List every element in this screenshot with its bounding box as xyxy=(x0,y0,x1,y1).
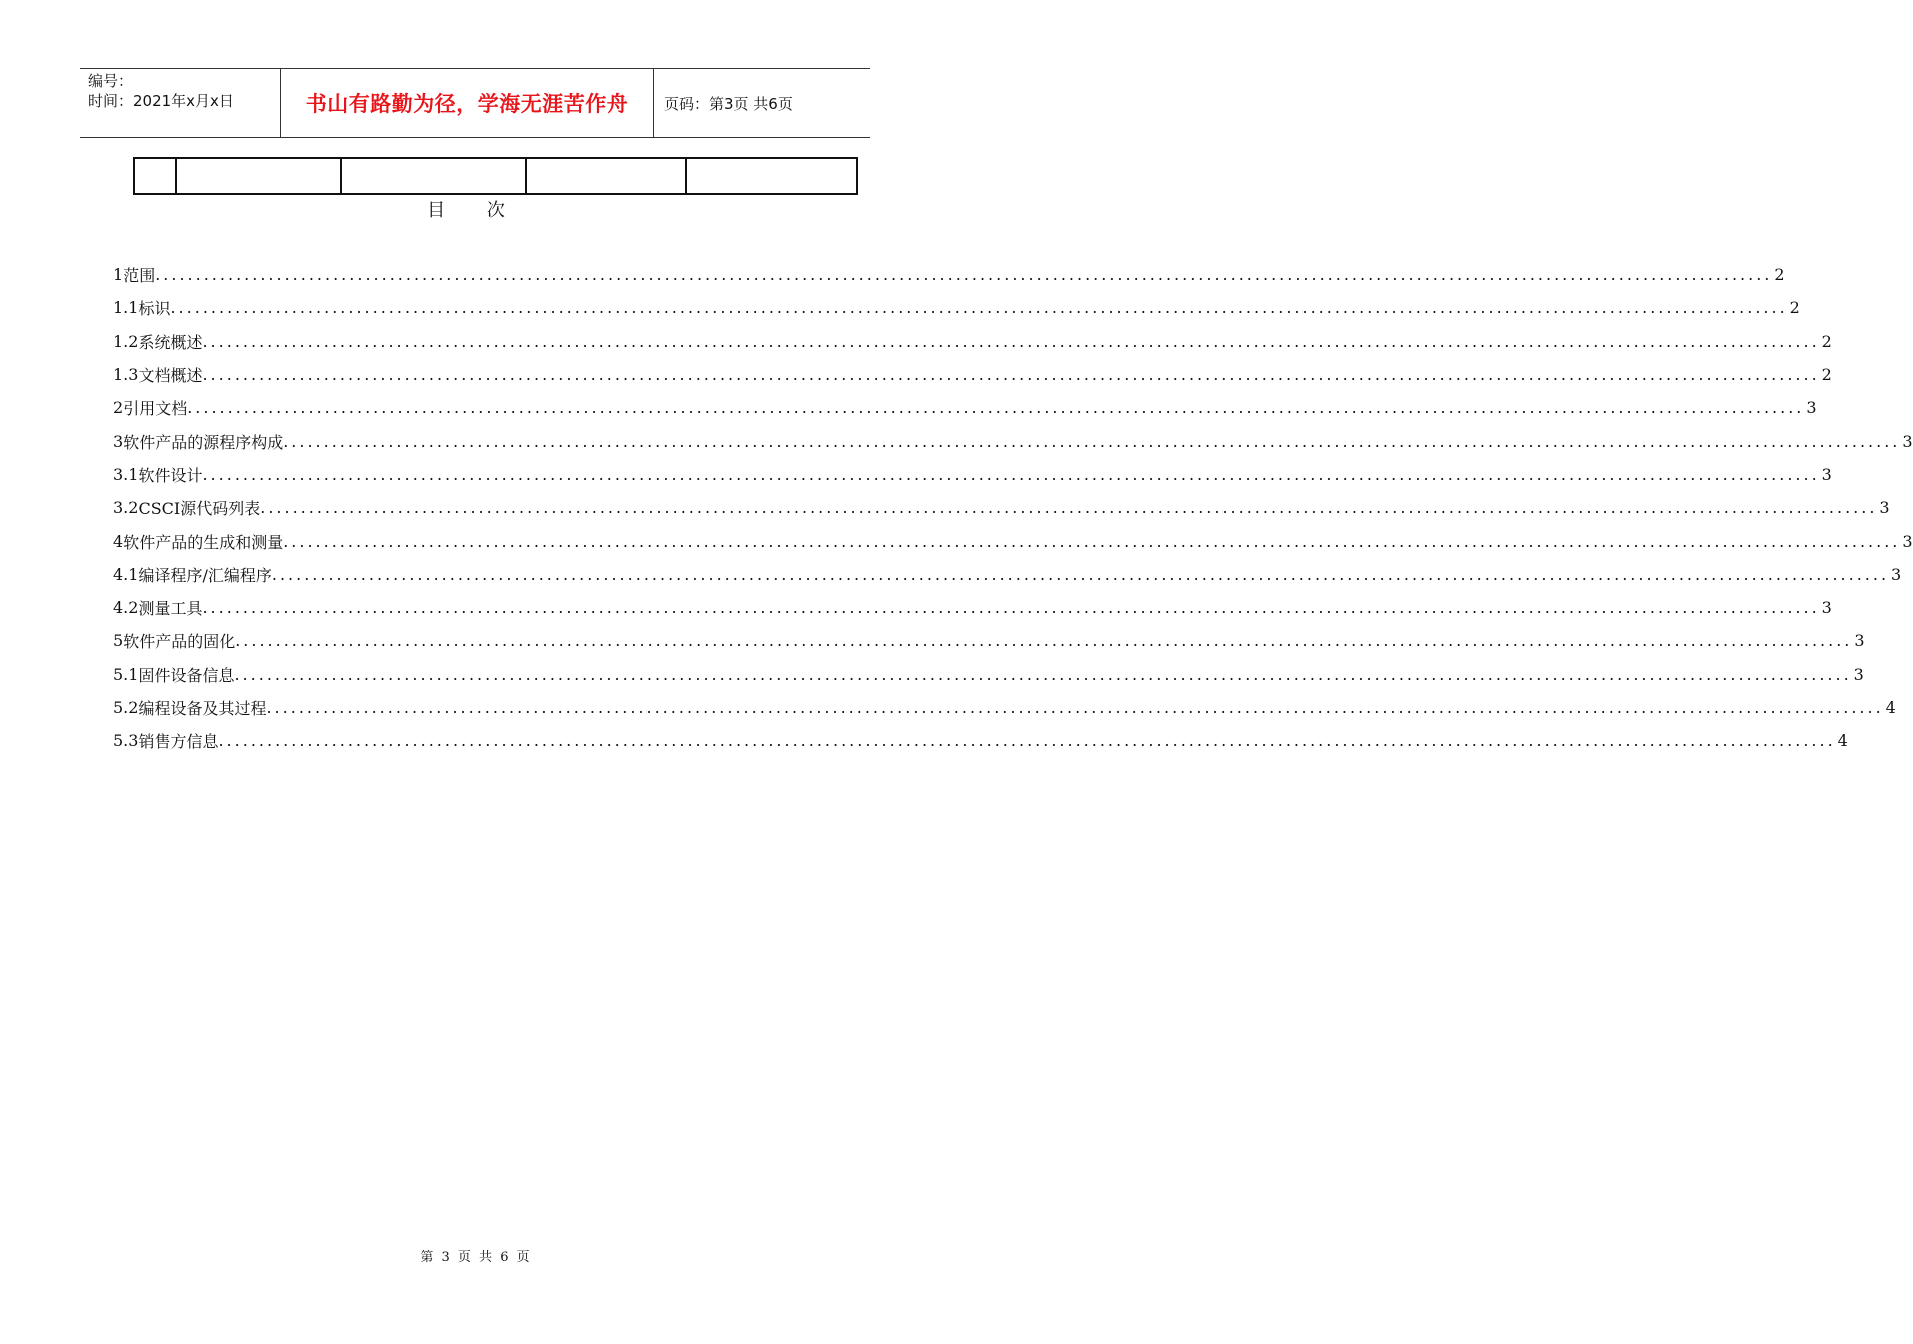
toc-entry-page: 2 xyxy=(1789,298,1800,318)
toc-entry-label: 编程设备及其过程 xyxy=(138,699,267,718)
page-footer: 第 3 页 共 6 页 xyxy=(420,1250,530,1265)
toc-leader-dots: ........................................................................................................................................................................................................ xyxy=(234,664,1852,684)
toc-leader-dots: ........................................................................................................................................................................................................ xyxy=(202,331,1820,351)
toc-entry-page: 3 xyxy=(1821,464,1832,484)
toc-entry-page: 4 xyxy=(1885,698,1896,717)
toc-leader-dots: ........................................................................................................................................................................................................ xyxy=(266,698,1884,717)
toc-entry[interactable] xyxy=(113,558,1902,591)
toc-leader-dots: ........................................................................................................................................................................................................ xyxy=(187,398,1805,418)
header-meta-cell xyxy=(80,69,281,137)
toc-entry-label: 销售方信息 xyxy=(138,732,219,752)
number-label: 编号： xyxy=(88,72,134,90)
toc-entry-number: 5.3 xyxy=(113,731,139,751)
toc-entry-page: 2 xyxy=(1821,365,1832,385)
toc-entry[interactable] xyxy=(113,325,1832,358)
toc-entry[interactable] xyxy=(113,658,1864,691)
toc-entry-label: CSCI源代码列表 xyxy=(138,499,261,519)
toc-leader-dots: ........................................................................................................................................................................................................ xyxy=(170,298,1788,318)
toc-entry[interactable] xyxy=(113,391,1817,424)
toc-entry-label: 软件产品的固化 xyxy=(123,632,236,652)
toc-entry-page: 3 xyxy=(1891,564,1902,584)
toc-entry[interactable] xyxy=(113,591,1832,624)
toc-entry[interactable] xyxy=(113,258,1785,291)
page-header xyxy=(80,68,870,138)
toc-entry-number: 4.2 xyxy=(113,598,139,618)
toc-entry-number: 1.1 xyxy=(113,298,139,318)
toc-entry[interactable] xyxy=(113,624,1865,657)
toc-entry-number: 4 xyxy=(113,531,124,551)
toc-entry-page: 3 xyxy=(1853,664,1864,684)
toc-leader-dots: ........................................................................................................................................................................................................ xyxy=(202,464,1820,484)
toc-entry-page: 3 xyxy=(1806,398,1817,418)
toc-leader-dots: ........................................................................................................................................................................................................ xyxy=(202,365,1820,385)
toc-entry-page: 3 xyxy=(1902,431,1913,451)
table-cell xyxy=(342,159,527,193)
toc-entry-number: 3.1 xyxy=(113,464,139,484)
empty-table-row xyxy=(133,157,858,195)
toc-entry-page: 3 xyxy=(1821,598,1832,618)
toc-entry-label: 范围 xyxy=(123,266,156,286)
table-cell xyxy=(527,159,687,193)
toc-entry[interactable] xyxy=(113,524,1913,557)
toc-leader-dots: ........................................................................................................................................................................................................ xyxy=(271,564,1890,584)
toc-entry-number: 5.2 xyxy=(113,698,139,717)
page-info: 页码：第3页 共6页 xyxy=(664,94,793,113)
toc-entry-label: 文档概述 xyxy=(138,366,203,386)
table-cell xyxy=(135,159,177,193)
toc-leader-dots: ........................................................................................................................................................................................................ xyxy=(202,598,1820,618)
toc-entry-page: 2 xyxy=(1821,331,1832,351)
toc-entry-page: 3 xyxy=(1854,631,1865,651)
toc-entry-page: 4 xyxy=(1837,731,1848,751)
toc-entry-label: 固件设备信息 xyxy=(138,665,235,685)
toc-entry[interactable] xyxy=(113,291,1800,324)
toc-list xyxy=(113,258,1913,757)
toc-entry[interactable] xyxy=(113,491,1890,524)
toc-leader-dots: ........................................................................................................................................................................................................ xyxy=(155,265,1773,285)
toc-entry-number: 1.3 xyxy=(113,365,139,385)
toc-leader-dots: ........................................................................................................................................................................................................ xyxy=(235,631,1853,651)
toc-leader-dots: ........................................................................................................................................................................................................ xyxy=(283,531,1901,551)
toc-entry-number: 1.2 xyxy=(113,331,139,351)
toc-entry[interactable] xyxy=(113,724,1848,757)
toc-leader-dots: ........................................................................................................................................................................................................ xyxy=(260,498,1878,518)
toc-entry-page: 3 xyxy=(1902,531,1913,551)
toc-entry-number: 3.2 xyxy=(113,498,139,518)
toc-entry-number: 5 xyxy=(113,631,124,651)
toc-entry-page: 3 xyxy=(1879,498,1890,518)
toc-entry-page: 2 xyxy=(1774,265,1785,285)
toc-entry[interactable] xyxy=(113,458,1832,491)
motto-text: 书山有路勤为径，学海无涯苦作舟 xyxy=(305,92,629,116)
toc-entry-number: 4.1 xyxy=(113,564,139,584)
table-cell xyxy=(687,159,856,193)
toc-entry[interactable] xyxy=(113,358,1832,391)
toc-entry-label: 软件设计 xyxy=(138,465,203,485)
toc-entry-label: 标识 xyxy=(138,299,171,319)
toc-entry-number: 5.1 xyxy=(113,664,139,684)
header-motto-cell xyxy=(281,69,654,137)
toc-entry-label: 编译程序/汇编程序 xyxy=(138,565,272,585)
table-cell xyxy=(177,159,342,193)
toc-title: 目 次 xyxy=(427,200,523,221)
time-label: 时间：2021年x月x日 xyxy=(88,92,234,110)
toc-leader-dots: ........................................................................................................................................................................................................ xyxy=(218,731,1836,751)
toc-leader-dots: ........................................................................................................................................................................................................ xyxy=(283,431,1901,451)
toc-entry-label: 软件产品的生成和测量 xyxy=(123,532,284,552)
toc-entry-label: 系统概述 xyxy=(138,332,203,352)
toc-entry[interactable] xyxy=(113,691,1896,724)
toc-entry[interactable] xyxy=(113,424,1913,457)
toc-entry-number: 1 xyxy=(113,265,124,285)
toc-entry-label: 测量工具 xyxy=(138,599,203,619)
toc-entry-label: 软件产品的源程序构成 xyxy=(123,432,284,452)
header-page-cell xyxy=(654,69,870,137)
toc-entry-number: 3 xyxy=(113,431,124,451)
toc-entry-number: 2 xyxy=(113,398,124,418)
toc-entry-label: 引用文档 xyxy=(123,399,188,419)
